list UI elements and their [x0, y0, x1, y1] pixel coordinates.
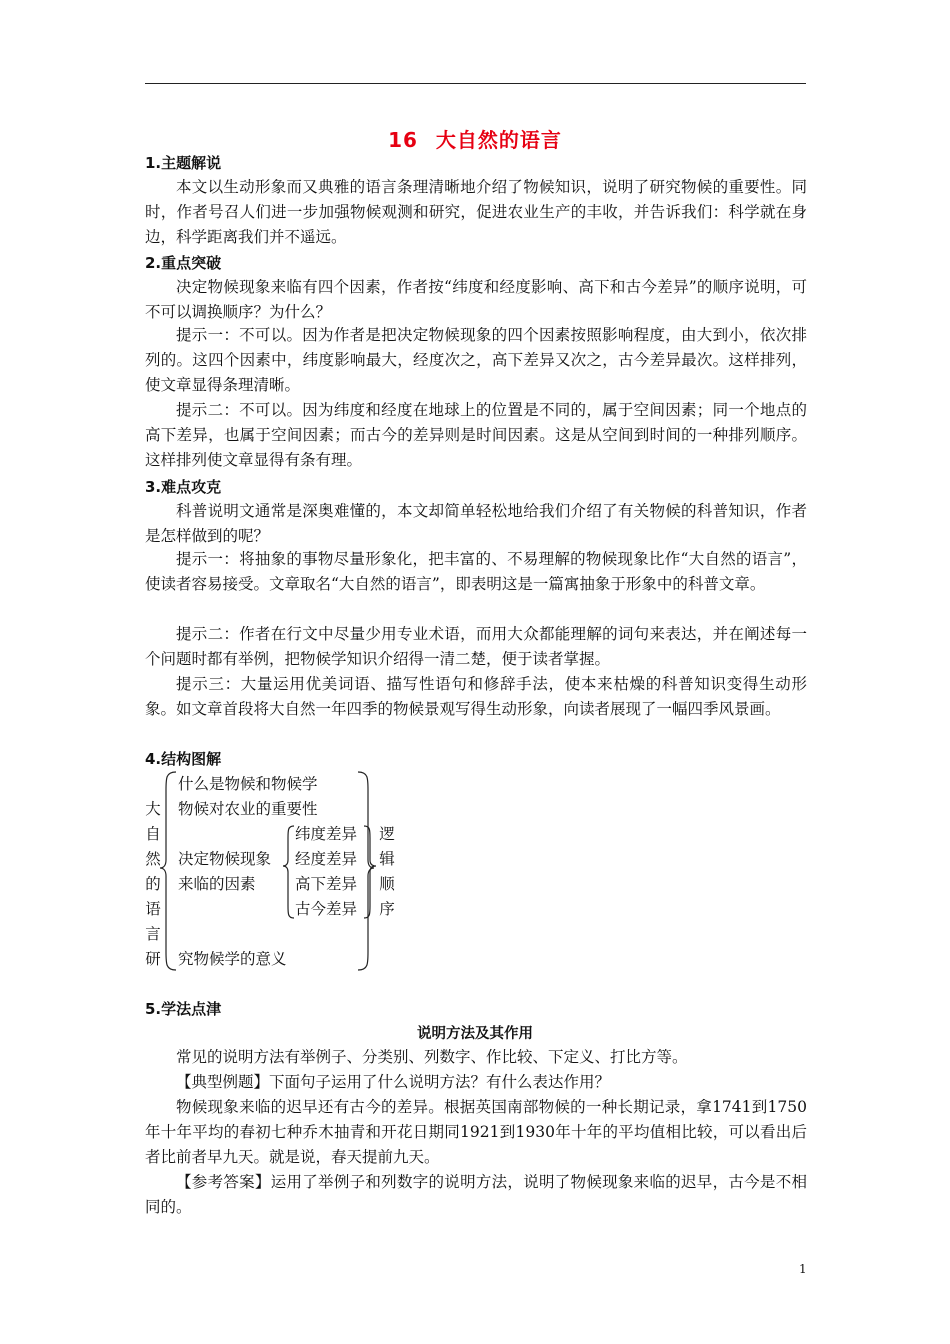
diagram-item-2: 物候对农业的重要性: [178, 800, 318, 818]
right-main-brace: [358, 772, 374, 970]
section-2-para-1: 决定物候现象来临有四个因素，作者按“纬度和经度影响、高下和古今差异”的顺序说明，可不可以调换顺序？为什么？: [145, 278, 807, 321]
section-1-heading: 1.主题解说: [145, 154, 222, 172]
left-main-brace: [160, 772, 176, 970]
root-char: 言: [145, 925, 161, 943]
diagram-item-4: 究物候学的意义: [178, 950, 287, 968]
section-3-para-4: 提示三：大量运用优美词语、描写性语句和修辞手法，使本来枯燥的科普知识变得生动形象。如文章首段将大自然一年四季的物候景观写得生动形象，向读者展现了一幅四季风景画。: [145, 675, 807, 718]
section-3-para-1: 科普说明文通常是深奥难懂的，本文却简单轻松地给我们介绍了有关物候的科普知识，作者是怎样做到的呢？: [145, 502, 807, 545]
factor-item: 经度差异: [295, 850, 358, 868]
section-5-reference-answer: 【参考答案】运用了举例子和列数字的说明方法，说明了物候现象来临的迟早，古今是不相同的。: [145, 1173, 807, 1216]
root-char: 的: [145, 875, 161, 893]
root-char: 语: [145, 900, 161, 918]
diagram-item-3-line-2: 来临的因素: [178, 875, 256, 893]
right-char: 序: [379, 900, 395, 918]
root-char: 自: [145, 825, 161, 843]
section-5-para-1: 常见的说明方法有举例子、分类别、列数字、作比较、下定义、打比方等。: [176, 1048, 688, 1066]
section-5-example-question: 【典型例题】下面句子运用了什么说明方法？有什么表达作用？: [176, 1073, 611, 1091]
diagram-item-3-line-1: 决定物候现象: [178, 850, 272, 868]
section-2-para-2: 提示一：不可以。因为作者是把决定物候现象的四个因素按照影响程度，由大到小，依次排列的。这四个因素中，纬度影响最大，经度次之，高下差异又次之，古今差异最次。这样排列，使文章显得条理清晰。: [145, 326, 807, 394]
right-char: 逻: [379, 825, 395, 843]
title-text: 大自然的语言: [435, 128, 562, 152]
root-char: 大: [145, 800, 161, 818]
section-4-heading: 4.结构图解: [145, 750, 222, 768]
right-char: 顺: [379, 875, 395, 893]
factors-right-brace: [364, 826, 376, 918]
root-char: 研: [145, 950, 161, 968]
section-5-heading: 5.学法点津: [145, 1000, 222, 1018]
factor-item: 高下差异: [295, 875, 358, 893]
right-char: 辑: [379, 850, 395, 868]
factor-item: 纬度差异: [295, 825, 358, 843]
factor-item: 古今差异: [295, 900, 358, 918]
section-1-para-1: 本文以生动形象而又典雅的语言条理清晰地介绍了物候知识，说明了研究物候的重要性。同时，作者号召人们进一步加强物候观测和研究，促进农业生产的丰收，并告诉我们：科学就在身边，科学距离我们并不遥远。: [145, 178, 807, 246]
section-2-heading: 2.重点突破: [145, 254, 222, 272]
diagram-item-1: 什么是物候和物候学: [178, 775, 318, 793]
section-5-subtitle: 说明方法及其作用: [417, 1026, 533, 1042]
section-2-para-3: 提示二：不可以。因为纬度和经度在地球上的位置是不同的，属于空间因素；同一个地点的高下差异，也属于空间因素；而古今的差异则是时间因素。这是从空间到时间的一种排列顺序。这样排列使文章显得有条有理。: [145, 401, 807, 469]
section-3-para-3: 提示二：作者在行文中尽量少用专业术语，而用大众都能理解的词句来表达，并在阐述每一个问题时都有举例，把物候学知识介绍得一清二楚，便于读者掌握。: [145, 625, 807, 668]
section-3-heading: 3.难点攻克: [145, 478, 222, 496]
root-char: 然: [145, 850, 161, 868]
section-3-para-2: 提示一：将抽象的事物尽量形象化，把丰富的、不易理解的物候现象比作“大自然的语言”，使读者容易接受。文章取名“大自然的语言”，即表明这是一篇寓抽象于形象中的科普文章。: [145, 550, 807, 593]
section-5-example-text: 物候现象来临的迟早还有古今的差异。根据英国南部物候的一种长期记录，拿1741到1750年十年平均的春初七种乔木抽青和开花日期同1921到1930年十年的平均值相比较，可以看出后者比前者早九天。就是说，春天提前九天。: [145, 1098, 807, 1166]
page-number: 1: [799, 1262, 807, 1276]
factors-brace: [283, 826, 294, 918]
title-number: 16: [388, 128, 418, 152]
